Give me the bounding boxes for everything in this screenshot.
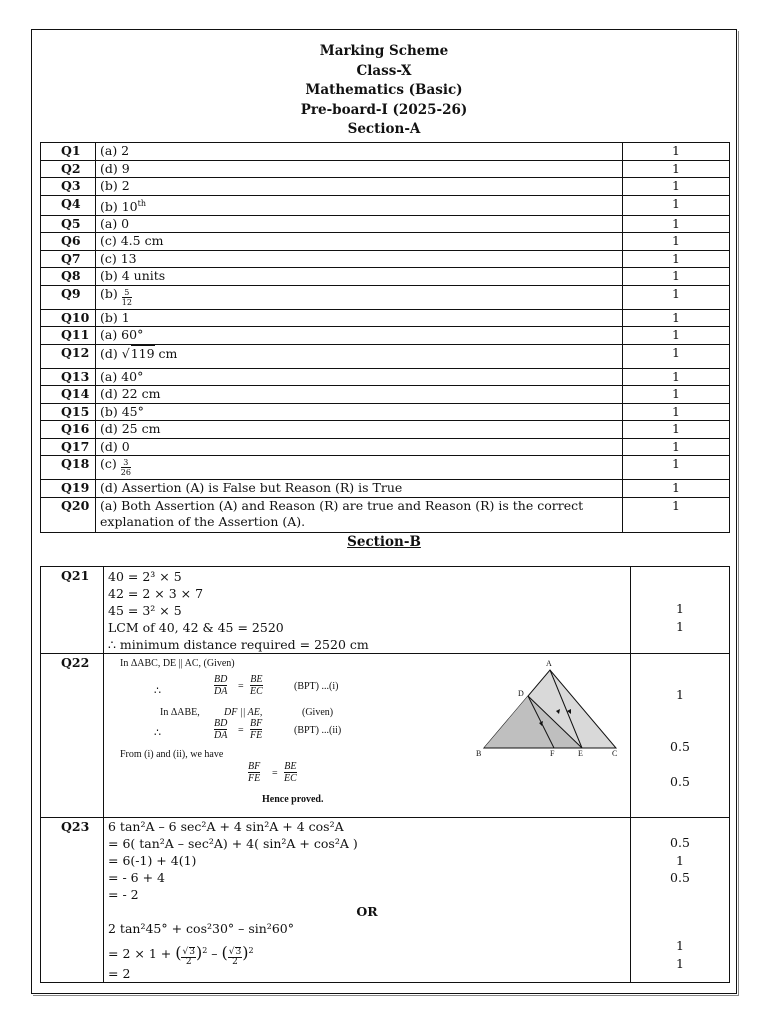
answer-text: (c) [100,456,121,472]
fraction-bd-da: BD DA [214,718,228,741]
document-header [31,42,737,140]
answer-line: = 6( tan²A – sec²A) + 4( sin²A + cos²A ) [108,836,358,851]
marks-cell: 1 [623,233,730,251]
answer-cell [96,285,623,309]
question-number: Q19 [41,480,96,498]
table-row [41,654,730,818]
answer-text: (b) 2 [100,178,130,193]
question-number: Q6 [41,233,96,251]
section-b-table [40,566,730,983]
square-root: √119 [121,345,155,361]
marks-cell: 1 [623,497,730,532]
fraction: $\frac{3}{26}$ [120,458,131,478]
answer-cell [96,497,623,532]
question-number: Q2 [41,160,96,178]
answer-cell [96,421,623,439]
table-row [41,456,730,480]
marks-cell: 1 [623,160,730,178]
answer-line: = 2 [108,966,131,981]
mark: 1 [676,938,684,953]
table-row [41,178,730,196]
answer-cell [96,143,623,161]
mark: 0.5 [670,835,690,850]
answer-text: explanation of the Assertion (A). [100,513,306,529]
therefore-symbol: ∴ [154,685,161,697]
answer-text: (b) [100,285,122,301]
fraction: $\frac{5}{12}$ [121,287,132,307]
marks-cell: 1 [623,309,730,327]
answer-line: ∴ minimum distance required = 2520 cm [108,637,369,652]
mark: 1 [676,601,684,616]
answer-text: (a) 60° [100,327,144,343]
answer-line: 6 tan²A – 6 sec²A + 4 sin²A + 4 cos²A [108,819,344,834]
given-line: In ΔABC, DE || AC, (Given) [120,658,235,669]
table-row [41,386,730,404]
answer-cell [104,818,631,983]
answer-text: (c) 13 [100,250,137,266]
proof-image [104,654,630,817]
section-a-table [40,142,730,533]
marks-cell: 1 [623,178,730,196]
table-row [41,327,730,345]
subject-label: Mathematics (Basic) [305,82,463,98]
answer-cell [96,268,623,286]
parallel-line: DF || AE, [224,707,263,718]
mark: 0.5 [670,870,690,885]
given-note: (Given) [302,707,334,718]
marks-cell: 1 [623,456,730,480]
table-row [41,143,730,161]
vertex-b: B [476,749,482,758]
therefore-symbol: ∴ [154,727,161,739]
answer-line: 2 tan²45° + cos²30° – sin²60° [108,921,294,936]
question-number: Q8 [41,268,96,286]
question-number: Q16 [41,421,96,439]
answer-cell [96,456,623,480]
question-number: Q12 [41,344,96,368]
marks-cell: 1 [623,344,730,368]
answer-cell [96,233,623,251]
table-row [41,344,730,368]
marks-cell: 1 [623,250,730,268]
answer-text: (d) [100,345,122,361]
answer-text: (d) 0 [100,438,130,454]
answer-text: (a) 0 [100,215,130,231]
fraction-bd-da: BD DA [214,674,228,697]
answer-text: (b) 10 [100,198,138,214]
answer-text: (d) 25 cm [100,421,161,437]
vertex-d: D [518,689,524,698]
conclusion-intro: From (i) and (ii), we have [120,749,224,760]
exam-label: Pre-board-I (2025-26) [300,101,468,118]
fraction-be-ec: BE EC [250,674,263,697]
answer-line: 45 = 3² × 5 [108,603,182,618]
answer-text: (a) Both Assertion (A) and Reason (R) are true and Reason (R) is the correct [100,497,584,513]
answer-line: 42 = 2 × 3 × 7 [108,586,204,601]
mark: 1 [676,619,684,634]
question-number: Q4 [41,195,96,215]
table-row [41,818,730,983]
table-row [41,438,730,456]
marks-cell: 1 [623,327,730,345]
answer-text: (a) 2 [100,143,130,158]
section-b-title: Section-B [347,534,421,550]
answer-text: (b) 1 [100,309,130,325]
vertex-c: C [612,749,618,758]
answer-text: (d) 22 cm [100,386,161,402]
table-row [41,285,730,309]
marks-cell: 1 [623,421,730,439]
hence-proved: Hence proved. [262,794,324,805]
equals-sign: = [272,768,278,779]
fraction-root3-over-2: $\frac{√3}{2}$ [228,947,242,968]
answer-line: LCM of 40, 42 & 45 = 2520 [108,620,284,635]
question-number: Q20 [41,497,96,532]
marks-cell: 1 [623,268,730,286]
question-number: Q5 [41,215,96,233]
answer-cell [96,195,623,215]
answer-cell [96,327,623,345]
given-line: In ΔABE, [160,707,200,718]
superscript: th [137,198,147,208]
answer-cell [96,178,623,196]
section-a-title: Section-A [347,121,421,137]
mark: 1 [676,687,684,702]
table-row [41,567,730,654]
marks-cell: 1 [623,143,730,161]
question-number: Q14 [41,386,96,404]
title: Marking Scheme [319,43,449,59]
table-row [41,421,730,439]
marks-cell: 1 [623,285,730,309]
marks-cell [631,567,730,654]
answer-cell [96,386,623,404]
answer-line: = - 6 + 4 [108,870,165,885]
marks-cell: 1 [623,386,730,404]
marks-cell: 1 [623,438,730,456]
answer-cell: (d) √119 cm [96,344,623,368]
answer-text: (b) 45° [100,403,144,419]
marks-cell [631,654,730,818]
answer-cell [96,403,623,421]
marks-cell: 1 [623,403,730,421]
answer-text: (d) Assertion (A) is False but Reason (R) is True [100,480,403,496]
fraction-bf-fe: BF FE [250,718,263,741]
question-number: Q11 [41,327,96,345]
equals-sign: = [238,725,244,736]
question-number: Q17 [41,438,96,456]
mark: 1 [676,956,684,971]
table-row [41,233,730,251]
question-number: Q21 [41,567,104,654]
question-number: Q23 [41,818,104,983]
question-number: Q1 [41,143,96,161]
fraction-root3-over-2: $\frac{√3}{2}$ [182,947,195,968]
vertex-e: E [578,749,583,758]
answer-line: = - 2 [108,887,139,902]
equals-sign: = [238,681,244,692]
answer-cell [96,480,623,498]
mark: 0.5 [670,774,690,789]
question-number: Q13 [41,368,96,386]
bpt-note: (BPT) ...(ii) [294,725,342,736]
answer-cell [96,438,623,456]
answer-text: (a) 40° [100,368,144,384]
answer-cell [96,250,623,268]
table-row [41,403,730,421]
table-row [41,309,730,327]
fraction-be-ec: BE EC [284,761,297,784]
vertex-f: F [550,749,555,758]
table-row [41,195,730,215]
bpt-note: (BPT) ...(i) [294,681,339,692]
marks-cell: 1 [623,215,730,233]
table-row [41,160,730,178]
answer-cell [96,160,623,178]
question-number: Q7 [41,250,96,268]
answer-line: = 6(-1) + 4(1) [108,853,197,868]
table-row [41,268,730,286]
marks-cell: 1 [623,480,730,498]
table-row [41,368,730,386]
marks-cell [631,818,730,983]
answer-text: (b) 4 units [100,268,166,284]
question-number: Q18 [41,456,96,480]
answer-cell [96,215,623,233]
mark: 1 [676,853,684,868]
or-label: OR [356,904,378,919]
answer-cell [96,368,623,386]
vertex-a: A [546,659,552,668]
question-number: Q22 [41,654,104,818]
answer-line: = 2 × 1 + ( $\frac{√3}{2}$ )$^2$ – ( $\frac{√3}{2}$ )$^2$ [108,943,254,968]
answer-text: (d) 9 [100,160,130,176]
answer-text: (c) 4.5 cm [100,233,164,249]
question-number: Q15 [41,403,96,421]
triangle-figure [476,666,626,756]
answer-cell [104,654,631,818]
table-row [41,497,730,532]
answer-cell [96,309,623,327]
mark: 0.5 [670,739,690,754]
table-row [41,215,730,233]
marks-cell: 1 [623,195,730,215]
question-number: Q9 [41,285,96,309]
question-number: Q3 [41,178,96,196]
table-row [41,250,730,268]
question-number: Q10 [41,309,96,327]
marks-cell: 1 [623,368,730,386]
fraction-bf-fe: BF FE [248,761,261,784]
answer-cell [104,567,631,654]
answer-line: 40 = 2³ × 5 [108,569,182,584]
table-row [41,480,730,498]
class-label: Class-X [356,62,412,79]
